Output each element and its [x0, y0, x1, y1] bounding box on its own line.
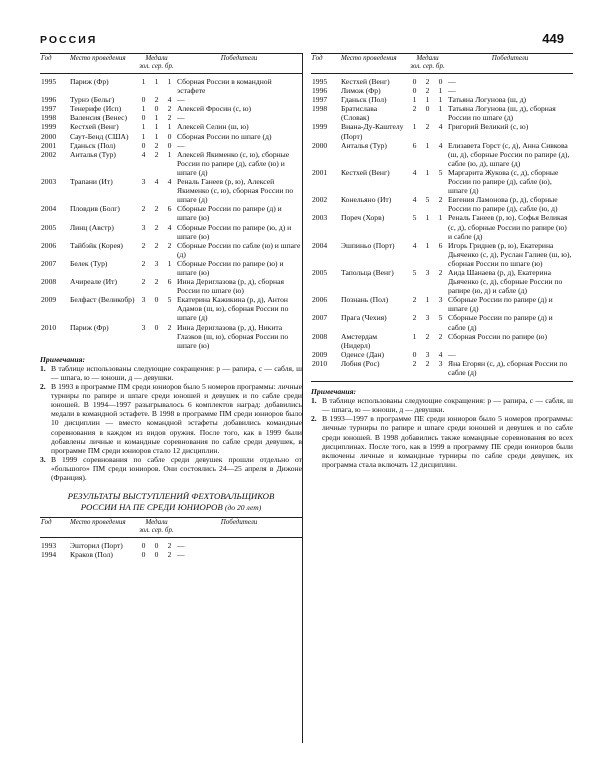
bronze-cell: 6	[438, 240, 443, 250]
year-cell: 2006	[312, 295, 328, 305]
note-item	[40, 382, 302, 455]
silver-cell: 3	[425, 313, 430, 323]
table-row	[40, 150, 302, 177]
silver-cell: 0	[154, 295, 159, 305]
place-cell: Эшторил (Порт)	[70, 541, 123, 551]
col-medals-header: Медали зол. сер. бр.	[137, 54, 176, 74]
gold-cell: 2	[412, 104, 417, 114]
gold-cell: 0	[141, 95, 146, 105]
place-cell: Пловдив (Болг)	[70, 204, 120, 214]
bronze-cell: 1	[167, 77, 172, 86]
year-cell: 1998	[41, 113, 57, 123]
year-cell: 1994	[41, 550, 57, 560]
silver-cell: 3	[425, 267, 430, 277]
year-cell: 2005	[312, 267, 328, 277]
bronze-cell: 2	[167, 550, 172, 560]
note-text: В 1993—1997 в программе ПЕ среди юниоров было 5 номеров программы: личные турниры по рапире и шпаге среди юношей и девушек и по сабле среди юношей. В 1998 добавились также командные соревнования во всех дисциплинах. После того, как в 1999 в программу ПЕ среди юниоров были включены личные и командные турниры по сабле среди девушек, их программа стала включать 12 дисциплин.	[322, 414, 573, 469]
bronze-cell: 4	[438, 140, 443, 150]
gold-cell: 5	[412, 213, 417, 223]
gold-cell: 0	[141, 113, 146, 123]
place-cell: Трапани (Ит)	[70, 177, 113, 187]
gold-cell: 4	[412, 195, 417, 205]
gold-cell: 4	[141, 149, 146, 159]
place-cell: Ачиреале (Ит)	[70, 277, 117, 287]
place-cell: Пореч (Хорв)	[341, 213, 385, 223]
note-item	[311, 414, 573, 469]
table-row	[40, 323, 302, 350]
place-cell: Лимож (Фр)	[341, 86, 381, 96]
col-place-header: Место проведения	[69, 54, 137, 74]
silver-cell: 1	[425, 167, 430, 177]
bronze-cell: 0	[167, 131, 172, 141]
table-row	[40, 259, 302, 277]
winners-cell: —	[448, 349, 456, 359]
year-cell: 2004	[41, 204, 57, 214]
running-head: РОССИЯ	[40, 34, 98, 46]
silver-cell: 4	[154, 177, 159, 187]
bronze-cell: 1	[438, 86, 443, 96]
bronze-cell: 1	[438, 213, 443, 223]
bronze-cell: 2	[167, 541, 172, 551]
silver-cell: 1	[425, 295, 430, 305]
silver-cell: 2	[425, 358, 430, 368]
bronze-cell: 2	[167, 113, 172, 123]
gold-cell: 0	[412, 86, 417, 96]
section-title: РЕЗУЛЬТАТЫ ВЫСТУПЛЕНИЙ ФЕХТОВАЛЬЩИКОВ РОССИИ НА ПЕ СРЕДИ ЮНИОРОВ (до 20 лет)	[67, 491, 275, 512]
year-cell: 1997	[41, 104, 57, 114]
silver-cell: 1	[154, 77, 159, 86]
table-row	[311, 141, 573, 168]
table-end-rule	[311, 381, 573, 382]
winners-cell: Игорь Гриднев (р, ю), Екатерина Дьяченко (с, д), Руслан Галиев (ш, ю), сборная России по шпаге (ю)	[448, 240, 572, 268]
year-cell: 2002	[312, 195, 328, 205]
bronze-cell: 4	[167, 222, 172, 232]
gold-cell: 3	[141, 295, 146, 305]
col-winners-header: Победители	[176, 518, 302, 538]
gold-cell: 1	[141, 131, 146, 141]
note-item	[40, 364, 302, 382]
results-table-juniors	[311, 53, 573, 377]
gold-cell: 4	[412, 167, 417, 177]
silver-cell: 2	[425, 331, 430, 341]
table-row	[311, 104, 573, 122]
table-row	[40, 104, 302, 113]
bronze-cell: 1	[167, 149, 172, 159]
place-cell: Тенерифе (Исп)	[70, 104, 122, 114]
note-number: 2.	[311, 414, 317, 424]
year-cell: 2000	[312, 140, 328, 150]
col-year-header: Год	[40, 518, 69, 538]
gold-cell: 2	[141, 277, 146, 287]
bronze-cell: 4	[438, 349, 443, 359]
year-cell: 1995	[312, 77, 328, 86]
winners-cell: —	[448, 77, 456, 86]
table-row	[311, 241, 573, 268]
silver-cell: 2	[154, 240, 159, 250]
table-row	[311, 213, 573, 240]
col-year-header: Год	[40, 54, 69, 74]
year-cell: 2009	[312, 349, 328, 359]
silver-cell: 2	[154, 277, 159, 287]
place-cell: Тайбэйк (Корея)	[70, 240, 123, 250]
place-cell: Париж (Фр)	[70, 322, 109, 332]
winners-cell: —	[177, 95, 185, 105]
winners-cell: Сборные России по рапире (ю, д) и шпаге (ю)	[177, 222, 292, 241]
winners-cell: Татьяна Логунова (ш, д), сборная России по шпаге (д)	[448, 104, 556, 123]
bronze-cell: 2	[438, 267, 443, 277]
note-text: В 1999 соревнования по сабле среди девушек прошли отдельно от «большого» ПМ среди юниоров. Они состоялись 24—25 апреля в Дижоне (Франция).	[51, 454, 302, 483]
silver-cell: 0	[154, 550, 159, 560]
place-cell: Белфаст (Великобр)	[70, 295, 135, 305]
note-text: В таблице использованы следующие сокращения: р — рапира, с — сабля, ш — шпага, ю — юноши, д — девушки.	[322, 396, 573, 415]
bronze-cell: 1	[438, 104, 443, 114]
winners-cell: —	[177, 140, 185, 150]
silver-cell: 2	[154, 95, 159, 105]
place-cell: Виана-Ду-Каштелу (Порт)	[341, 122, 404, 141]
winners-cell: Елизавета Горст (с, д), Анна Сивкова (ш, д), сборные России по рапире (д), сабле (ю, д), шпаге (д)	[448, 140, 570, 168]
gold-cell: 2	[412, 313, 417, 323]
place-cell: Краков (Пол)	[70, 550, 113, 560]
winners-cell: —	[177, 550, 185, 560]
note-number: 1.	[40, 363, 46, 373]
silver-cell: 2	[154, 149, 159, 159]
table-row	[311, 313, 573, 331]
gold-cell: 1	[141, 104, 146, 114]
bronze-cell: 2	[167, 322, 172, 332]
silver-cell: 1	[154, 122, 159, 132]
place-cell: Эшпиньо (Порт)	[341, 240, 395, 250]
gold-cell: 3	[141, 222, 146, 232]
year-cell: 1997	[312, 95, 328, 105]
year-cell: 2001	[312, 167, 328, 177]
table-row	[311, 332, 573, 350]
bronze-cell: 1	[167, 258, 172, 268]
bronze-cell: 1	[438, 95, 443, 105]
winners-cell: Алексей Якименко (с, ю), сборные России по рапире (д), сабле (ю) и шпаге (д)	[177, 149, 290, 177]
place-cell: Париж (Фр)	[70, 77, 109, 86]
year-cell: 2007	[312, 313, 328, 323]
note-item	[311, 396, 573, 414]
place-cell: Лобня (Рос)	[341, 358, 380, 368]
silver-cell: 3	[154, 258, 159, 268]
note-number: 2.	[40, 382, 46, 392]
results-table-juniors-early	[40, 517, 302, 559]
table-row	[40, 95, 302, 104]
bronze-cell: 3	[438, 295, 443, 305]
winners-cell: Маргарита Жукова (с, д), сборные России по рапире (д), сабле (ю), шпаге (д)	[448, 167, 559, 196]
year-cell: 2008	[41, 277, 57, 287]
place-cell: Турнэ (Бельг)	[70, 95, 115, 105]
note-item	[40, 455, 302, 482]
page-number: 449	[542, 31, 564, 46]
silver-cell: 1	[154, 113, 159, 123]
bronze-cell: 4	[167, 177, 172, 187]
year-cell: 2010	[312, 358, 328, 368]
year-cell: 1998	[312, 104, 328, 114]
table-row	[311, 350, 573, 359]
place-cell: Гданьск (Пол)	[70, 140, 116, 150]
bronze-cell: 2	[438, 195, 443, 205]
bronze-cell: 1	[167, 122, 172, 132]
gold-cell: 1	[412, 331, 417, 341]
left-table-body	[40, 74, 302, 350]
winners-cell: Екатерина Кажикина (р, д), Антон Адамов (ш, ю), сборная России по шпаге (д)	[177, 295, 289, 323]
year-cell: 1996	[312, 86, 328, 96]
winners-cell: Реналь Ганеев (р, ю), Софья Великая (с, д), сборные России по рапире (ю) и сабле (д)	[448, 213, 568, 241]
gold-cell: 5	[412, 267, 417, 277]
gold-cell: 2	[412, 358, 417, 368]
silver-cell: 2	[425, 77, 430, 86]
winners-cell: Сборная России в командной эстафете	[177, 77, 272, 96]
year-cell: 2008	[312, 331, 328, 341]
table-row	[40, 113, 302, 122]
bronze-cell: 2	[438, 331, 443, 341]
notes-list	[311, 396, 573, 469]
col-winners-header: Победители	[447, 54, 573, 74]
bronze-cell: 6	[167, 277, 172, 287]
winners-cell: Алексей Селин (ш, ю)	[177, 122, 249, 132]
table-row	[40, 132, 302, 141]
silver-cell: 0	[154, 104, 159, 114]
year-cell: 2003	[41, 177, 57, 187]
place-cell: Анталья (Тур)	[70, 149, 116, 159]
table-row	[311, 122, 573, 140]
gold-cell: 2	[141, 204, 146, 214]
silver-cell: 1	[425, 213, 430, 223]
table-row	[40, 241, 302, 259]
place-cell: Братислава (Словак)	[341, 104, 378, 123]
silver-cell: 0	[425, 104, 430, 114]
year-cell: 2005	[41, 222, 57, 232]
year-cell: 2004	[312, 240, 328, 250]
place-cell: Линц (Австр)	[70, 222, 114, 232]
right-column	[311, 53, 573, 469]
place-cell: Познань (Пол)	[341, 295, 389, 305]
place-cell: Кестхей (Венг)	[341, 77, 390, 86]
place-cell: Кестхей (Венг)	[341, 167, 390, 177]
note-number: 1.	[311, 396, 317, 406]
col-medals-header: Медали зол. сер. бр.	[408, 54, 447, 74]
bronze-cell: 5	[438, 167, 443, 177]
year-cell: 2010	[41, 322, 57, 332]
table-row	[40, 122, 302, 131]
table-row	[40, 223, 302, 241]
table-row	[40, 74, 302, 96]
place-cell: Конельяно (Ит)	[341, 195, 392, 205]
col-place-header: Место проведения	[69, 518, 137, 538]
year-cell: 2001	[41, 140, 57, 150]
gold-cell: 3	[141, 177, 146, 187]
table-row	[311, 195, 573, 213]
gold-cell: 0	[412, 77, 417, 86]
gold-cell: 0	[141, 140, 146, 150]
note-number: 3.	[40, 454, 46, 464]
winners-cell: Сборная России по шпаге (д)	[177, 131, 272, 141]
year-cell: 1996	[41, 95, 57, 105]
winners-cell: —	[177, 113, 185, 123]
year-cell: 2002	[41, 149, 57, 159]
table-row	[40, 295, 302, 322]
table-row	[311, 74, 573, 87]
silver-cell: 5	[425, 195, 430, 205]
table-row	[40, 177, 302, 204]
results-table-europe	[40, 53, 302, 350]
bronze-cell: 2	[167, 104, 172, 114]
bronze-cell: 2	[167, 240, 172, 250]
winners-cell: —	[448, 86, 456, 96]
right-table-body	[311, 74, 573, 378]
winners-cell: Инна Дериглазова (р, д), Никита Глазков (ш, ю), сборная России по шпаге (ю)	[177, 322, 289, 350]
place-cell: Гданьск (Пол)	[341, 95, 387, 105]
table-row	[40, 277, 302, 295]
winners-cell: Сборная России по рапире (ю)	[448, 331, 547, 341]
left-column	[40, 53, 302, 559]
gold-cell: 1	[412, 122, 417, 132]
table-row	[311, 95, 573, 104]
year-cell: 2007	[41, 258, 57, 268]
notes-list	[40, 364, 302, 482]
silver-cell: 0	[154, 322, 159, 332]
column-divider	[302, 53, 303, 743]
bronze-cell: 6	[167, 204, 172, 214]
winners-cell: Сборные России по сабле (ю) и шпаге (д)	[177, 240, 301, 259]
silver-cell: 3	[425, 349, 430, 359]
gold-cell: 2	[412, 295, 417, 305]
winners-cell: Татьяна Логунова (ш, д)	[448, 95, 527, 105]
col-place-header: Место проведения	[340, 54, 408, 74]
gold-cell: 0	[141, 541, 146, 551]
gold-cell: 6	[412, 140, 417, 150]
place-cell: Анталья (Тур)	[341, 140, 387, 150]
year-cell: 2009	[41, 295, 57, 305]
winners-cell: Сборные России по рапире (д) и шпаге (д)	[448, 295, 553, 314]
place-cell: Саут-Бенд (США)	[70, 131, 129, 141]
gold-cell: 1	[141, 77, 146, 86]
year-cell: 1995	[41, 77, 57, 86]
col-year-header: Год	[311, 54, 340, 74]
silver-cell: 2	[154, 222, 159, 232]
winners-cell: —	[177, 541, 185, 551]
table-row	[40, 204, 302, 222]
year-cell: 1999	[312, 122, 328, 132]
winners-cell: Сборные России по рапире (д) и сабле (д)	[448, 313, 553, 332]
winners-cell: Сборные России по рапире (ю) и шпаге (ю)	[177, 258, 284, 277]
gold-cell: 3	[141, 322, 146, 332]
silver-cell: 1	[425, 240, 430, 250]
table-row	[311, 168, 573, 195]
table-row	[311, 268, 573, 295]
table-row	[311, 295, 573, 313]
place-cell: Кестхей (Венг)	[70, 122, 119, 132]
silver-cell: 2	[154, 204, 159, 214]
winners-cell: Алексей Фросин (с, ю)	[177, 104, 252, 114]
place-cell: Амстердам (Нидерл)	[341, 331, 378, 350]
place-cell: Прага (Чехия)	[341, 313, 387, 323]
silver-cell: 1	[425, 140, 430, 150]
bronze-cell: 4	[167, 95, 172, 105]
note-text: В 1993 в программе ПМ среди юниоров было 5 номеров программы: личные турниры по рапире и шпаге среди юношей и девушек и по сабле среди юношей. В 1994—1997 разыгрывалось 6 комплектов наград: добавились медали в командной эстафете. В 1998 в программе ПМ среди юниоров было 10 дисциплин — вместо командной эстафеты добавились командные соревнования в каждом из видов оружия. После того, как в 1999 были добавлены личные и командные соревнования по сабле среди девушек, в программе ПМ среди юниоров стало 12 дисциплин.	[51, 382, 302, 455]
silver-cell: 0	[154, 541, 159, 551]
winners-cell: Яна Егорян (с, д), сборная России по сабле (д)	[448, 358, 568, 377]
winners-cell: Реналь Ганеев (р, ю), Алексей Якименко (с, ю), сборная России по шпаге (д)	[177, 177, 294, 205]
notes-title: Примечания:	[311, 387, 357, 397]
year-cell: 1999	[41, 122, 57, 132]
gold-cell: 1	[412, 95, 417, 105]
table-row	[40, 538, 302, 551]
notes-title: Примечания:	[40, 354, 86, 364]
place-cell: Тапольца (Венг)	[341, 267, 394, 277]
gold-cell: 2	[141, 258, 146, 268]
winners-cell: Григорий Великий (с, ю)	[448, 122, 529, 132]
table-row	[311, 359, 573, 377]
silver-cell: 2	[154, 140, 159, 150]
note-text: В таблице использованы следующие сокращения: р — рапира, с — сабля, ш — шпага, ю — юноши, д — девушки.	[51, 363, 302, 382]
place-cell: Белек (Тур)	[70, 258, 108, 268]
table-row	[311, 86, 573, 95]
winners-cell: Сборные России по рапире (д) и шпаге (ю)	[177, 204, 282, 223]
place-cell: Валенсия (Венес)	[70, 113, 128, 123]
silver-cell: 2	[425, 122, 430, 132]
winners-cell: Инна Дериглазова (р, д), сборная России по шпаге (ю)	[177, 277, 284, 296]
gold-cell: 1	[141, 122, 146, 132]
silver-cell: 1	[425, 95, 430, 105]
bronze-cell: 0	[438, 77, 443, 86]
silver-cell: 2	[425, 86, 430, 96]
bronze-cell: 5	[167, 295, 172, 305]
place-cell: Оденсе (Дан)	[341, 349, 385, 359]
winners-cell: Аида Шанаева (р, д), Екатерина Дьяченко (с, д), сборные России по рапире (ю, д) и сабле (д)	[448, 267, 563, 296]
year-cell: 2006	[41, 240, 57, 250]
silver-cell: 1	[154, 131, 159, 141]
bronze-cell: 4	[438, 122, 443, 132]
bronze-cell: 5	[438, 313, 443, 323]
section2-table-body	[40, 538, 302, 560]
year-cell: 2000	[41, 131, 57, 141]
bronze-cell: 3	[438, 358, 443, 368]
gold-cell: 2	[141, 240, 146, 250]
bronze-cell: 0	[167, 140, 172, 150]
year-cell: 2003	[312, 213, 328, 223]
col-medals-header: Медали зол. сер. бр.	[137, 518, 176, 538]
gold-cell: 0	[141, 550, 146, 560]
gold-cell: 0	[412, 349, 417, 359]
gold-cell: 4	[412, 240, 417, 250]
winners-cell: Евгения Ламонова (р, д), сборные России по рапире (д), сабле (ю, д)	[448, 195, 558, 214]
table-row	[40, 141, 302, 150]
year-cell: 1993	[41, 541, 57, 551]
col-winners-header: Победители	[176, 54, 302, 74]
table-row	[40, 550, 302, 559]
